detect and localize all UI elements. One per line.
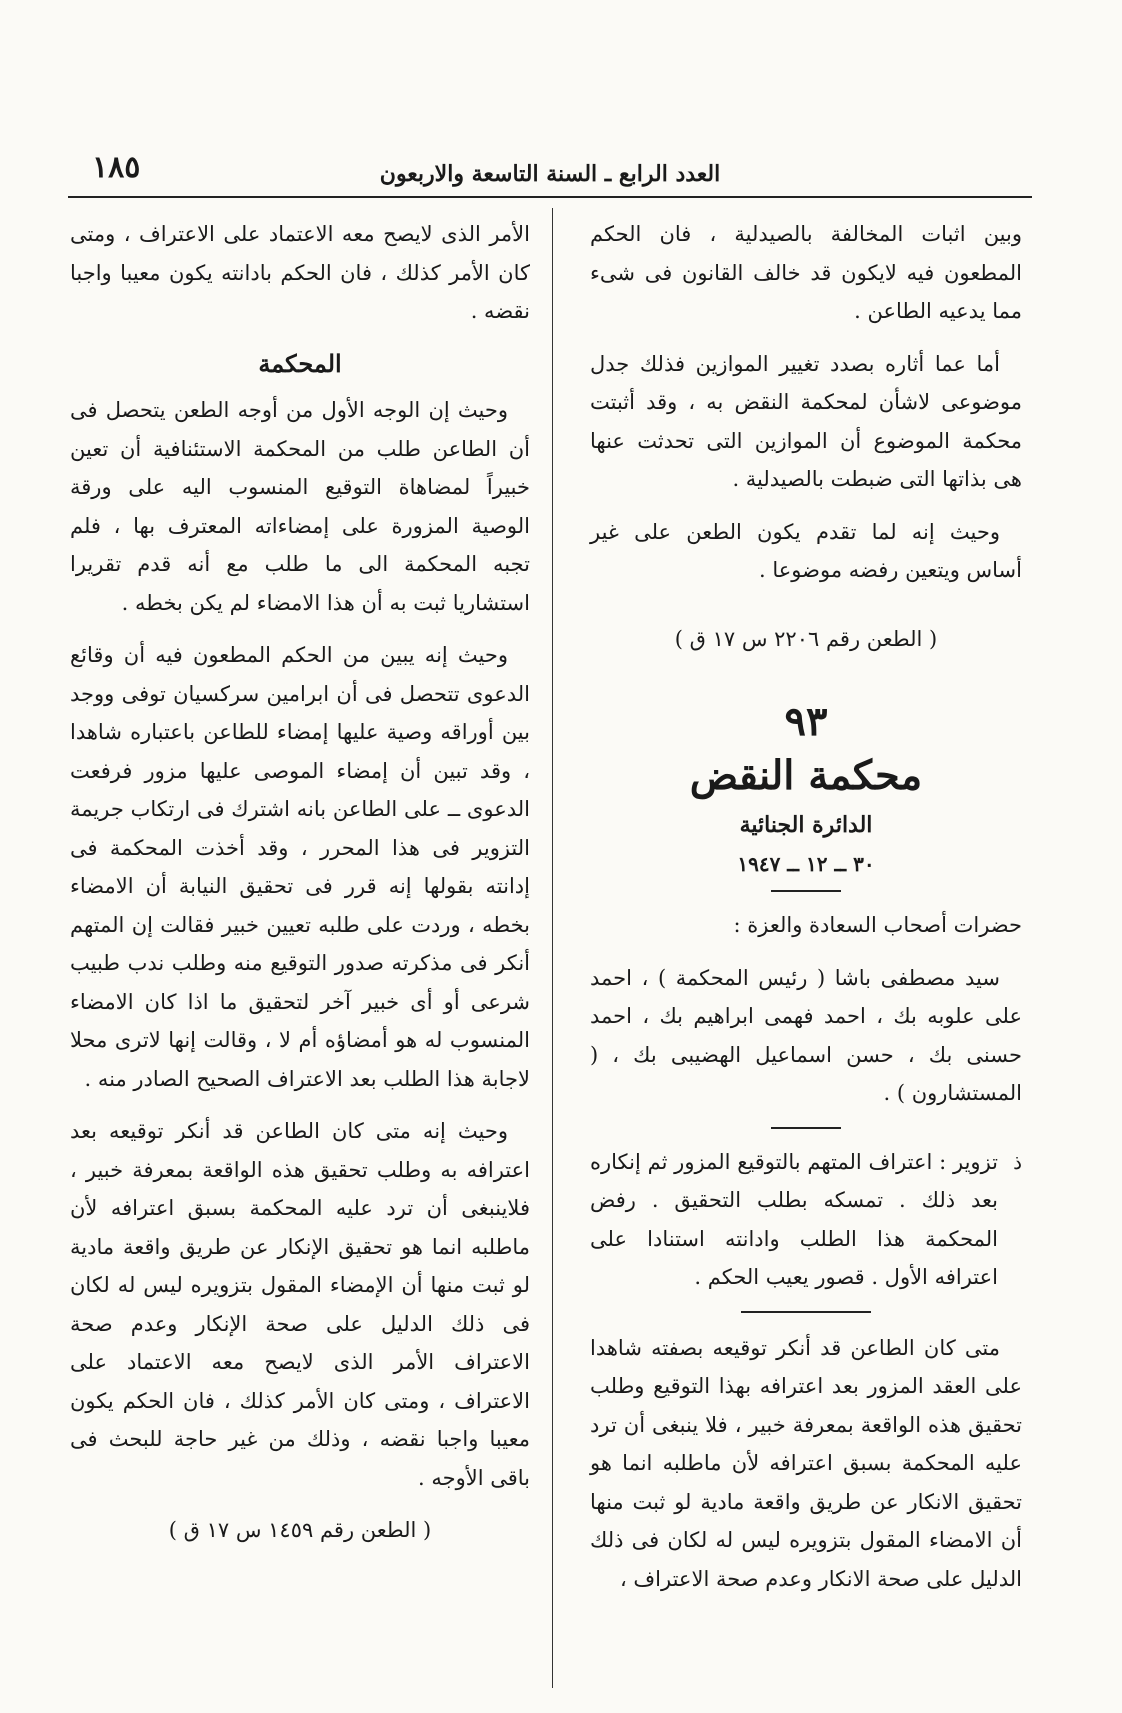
section-heading: المحكمة [258, 348, 342, 378]
paragraph: وحيث إن الوجه الأول من أوجه الطعن يتحصل فى أن الطاعن طلب من المحكمة الاستئنافية أن تعين خبيراً لمضاهاة التوقيع المنسوب اليه على ورقة الوصية المزورة على إمضاءاته المعترف بها ، فلم تجبه المحكمة الى ما طلب مع أنه قدم تقريرا استشاريا ثبت به أن هذا الامضاء لم يكن بخطه . [70, 398, 530, 615]
panel-members: سيد مصطفى باشا ( رئيس المحكمة ) ، احمد على علوبه بك ، احمد فهمى ابراهيم بك ، احمد حسنى بك ، حسن اسماعيل الهضيبى بك ، ( المستشارون ) . [590, 965, 1022, 1105]
case-citation: ( الطعن رقم ٢٢٠٦ س ١٧ ق ) [674, 626, 938, 651]
legal-principle: متى كان الطاعن قد أنكر توقيعه بصفته شاهدا على العقد المزور بعد اعترافه بهذا التوقيع وطلب تحقيق هذه الواقعة بمعرفة خبير ، فلا ينبغى أن ترد عليه المحكمة بسبق اعترافه لأن ماطلبه انما هو تحقيق الانكار عن طريق واقعة مادية لو ثبت منها أن الامضاء المقول بتزويره ليس له لكان فى ذلك الدليل على صحة الانكار وعدم صحة الاعتراف ، [590, 1335, 1022, 1591]
running-title: العدد الرابع ـ السنة التاسعة والاربعون [379, 161, 721, 187]
paragraph: الأمر الذى لايصح معه الاعتماد على الاعتراف ، ومتى كان الأمر كذلك ، فان الحكم بادانته يكون معيبا واجبا نقضه . [70, 222, 530, 323]
paragraph: وحيث إنه يبين من الحكم المطعون فيه أن وقائع الدعوى تتحصل فى أن ابرامين سركسيان توفى ووجد بين أوراقه وصية عليها إمضاء للطاعن باعتباره شاهدا ، وقد تبين أن إمضاء الموصى عليها مزور فرفعت الدعوى ــ على الطاعن بانه اشترك فى ارتكاب جريمة التزوير فى هذا المحرر ، وقد أخذت المحكمة فى إدانته بقولها إنه قرر فى تحقيق النيابة أن الامضاء بخطه ، وردت على طلبه تعيين خبير فقالت إن المتهم أنكر فى مذكرته صدور التوقيع منه وطلب ندب طبيب شرعى أو أى خبير آخر لتحقيق ما اذا كان الامضاء المنسوب له هو أمضاؤه أم لا ، وقالت إنها لاترى محلا لاجابة هذا الطلب بعد الاعتراف الصحيح الصادر منه . [70, 643, 530, 1091]
paragraph: أما عما أثاره بصدد تغيير الموازين فذلك جدل موضوعى لاشأن لمحكمة النقض به ، وقد أثبتت محكمة الموضوع أن الموازين التى تحدثت عنها هى بذاتها التى ضبطت بالصيدلية . [590, 351, 1022, 491]
divider [771, 1127, 841, 1129]
paragraph: وحيث إنه متى كان الطاعن قد أنكر توقيعه بعد اعترافه به وطلب تحقيق هذه الواقعة بمعرفة خبير ، فلاينبغى أن ترد عليه المحكمة بسبق اعترافه لأن ماطلبه انما هو تحقيق الإنكار عن طريق واقعة مادية لو ثبت منها أن الإمضاء المقول بتزويره ليس له لكان فى ذلك الدليل على صحة الإنكار وعدم صحة الاعتراف الأمر الذى لايصح معه الاعتماد على الاعتراف ، ومتى كان الأمر كذلك ، فان الحكم يكون معيبا واجبا نقضه ، وذلك من غير حاجة للبحث فى باقى الأوجه . [70, 1119, 530, 1490]
summary-mark: ذ [1013, 1149, 1022, 1174]
right-column [590, 215, 1022, 1612]
case-citation: ( الطعن رقم ١٤٥٩ س ١٧ ق ) [168, 1518, 432, 1542]
left-column [70, 215, 530, 1550]
case-header [590, 696, 1022, 892]
case-summary [590, 1143, 1022, 1297]
page-header [68, 150, 1032, 198]
divider [771, 890, 841, 892]
page-number: ١٨٥ [92, 150, 141, 185]
paragraph: وحيث إنه لما تقدم يكون الطعن على غير أساس ويتعين رفضه موضوعا . [590, 519, 1022, 582]
panel-intro: حضرات أصحاب السعادة والعزة : [733, 913, 1022, 937]
case-number: ٩٣ [784, 698, 828, 745]
paragraph: وبين اثبات المخالفة بالصيدلية ، فان الحكم المطعون فيه لايكون قد خالف القانون فى شىء مما يدعيه الطاعن . [590, 222, 1022, 323]
court-name: محكمة النقض [689, 752, 923, 799]
case-date: ٣٠ ــ ١٢ ــ ١٩٤٧ [737, 852, 875, 876]
court-circuit: الدائرة الجنائية [739, 812, 873, 838]
summary-text: تزوير : اعتراف المتهم بالتوقيع المزور ثم إنكاره بعد ذلك . تمسكه بطلب التحقيق . رفض المحكمة هذا الطلب وادانته استنادا على اعترافه الأول . قصور يعيب الحكم . [590, 1149, 998, 1289]
header-rule [68, 196, 1032, 198]
column-divider [552, 208, 553, 1688]
divider [741, 1311, 871, 1313]
